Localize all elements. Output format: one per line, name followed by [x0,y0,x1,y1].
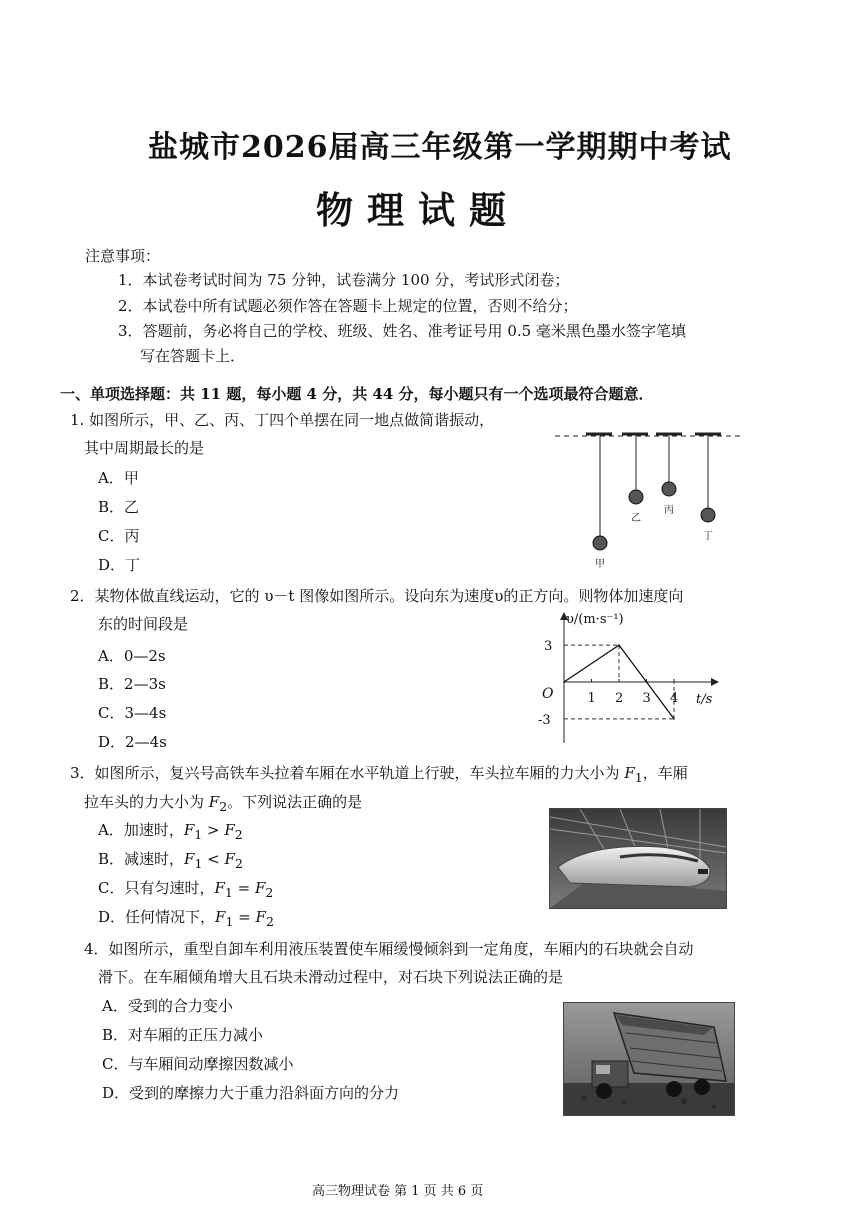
q1-option-b: B．乙 [98,498,140,516]
q4-option-a: A．受到的合力变小 [102,997,233,1015]
pendulum-label-yi: 乙 [631,513,641,524]
q3-option-b: B．减速时，$F_1 < F_2$ [98,850,243,871]
exam-title: 盐城市2026届高三年级第一学期期中考试 [148,130,732,165]
notice-item: 3．答题前，务必将自己的学校、班级、姓名、准考证号用 0.5 毫米黑色墨水签字笔填 [118,322,686,340]
y-axis-label: υ/(m·s⁻¹) [566,612,624,627]
q1-stem: 1. 如图所示，甲、乙、丙、丁四个单摆在同一地点做简谐振动， [70,411,495,429]
y-tick-label: -3 [538,712,551,728]
q4-stem-2: 滑下。在车厢倾角增大且石块未滑动过程中，对石块下列说法正确的是 [98,968,564,986]
q3-stem-2 [84,792,362,817]
q3-stem-text-2: ，车厢 [642,764,688,782]
vt-graph [530,605,755,755]
pendulum-label-jia: 甲 [595,559,605,570]
q1-option-c: C．丙 [98,527,140,545]
q3-stem [70,763,688,788]
q4-option-d: D．受到的摩擦力大于重力沿斜面方向的分力 [102,1084,400,1102]
q1-stem-2: 其中周期最长的是 [84,439,205,457]
dump-truck-photo [563,1002,735,1116]
vt-point [563,681,565,683]
q3-stem2-text: 拉车头的力大小为 [84,793,209,811]
pendulum-label-bing: 丙 [664,505,674,516]
q3-stem-text: 3．如图所示，复兴号高铁车头拉着车厢在水平轨道上行驶，车头拉车厢的力大小为 [70,764,625,782]
x-tick-label: 1 [587,691,596,706]
q3-option-a: A．加速时，$F_1 > F_2$ [98,821,243,842]
origin-label: O [542,686,554,702]
q2-option-c: C．3—4s [98,704,167,722]
x-axis-label: t/s [696,692,713,707]
pendulum-figure [550,425,750,575]
pendulum-bob-yi [629,490,643,504]
y-tick-label: 3 [544,639,553,655]
q2-stem-2: 东的时间段是 [98,615,189,633]
notice-item: 写在答题卡上． [140,347,246,365]
q3-f1: F [624,764,635,782]
q2-option-d: D．2—4s [98,733,167,751]
vt-point [646,681,648,683]
q3-f2: F [208,793,220,811]
train-photo [549,808,727,909]
x-tick-label: 3 [642,691,651,706]
q3-f1-sub: 1 [634,770,643,785]
section-heading: 一、单项选择题：共 11 题，每小题 4 分，共 44 分，每小题只有一个选项最符合题意． [60,385,654,403]
q2-option-b: B．2—3s [98,675,166,693]
pendulum-bob-bing [662,482,676,496]
q3-stem2-text-2: 。下列说法正确的是 [227,793,363,811]
q4-option-b: B．对车厢的正压力减小 [102,1026,264,1044]
q1-option-a: A．甲 [98,469,139,487]
q2-stem: 2．某物体做直线运动，它的 υ－t 图像如图所示。设向东为速度υ的正方向。则物体加速度向 [70,587,684,605]
notice-item: 2．本试卷中所有试题必须作答在答题卡上规定的位置，否则不给分； [118,297,578,315]
vt-point [673,718,675,720]
q3-f2-sub: 2 [219,799,228,814]
x-tick-label: 2 [615,691,624,706]
exam-subtitle: 物理试题 [316,188,520,232]
notice-item: 1．本试卷考试时间为 75 分钟，试卷满分 100 分，考试形式闭卷； [118,271,570,289]
pendulum-bob-jia [593,536,607,550]
page-footer: 高三物理试卷 第 1 页 共 6 页 [312,1184,484,1199]
q3-option-d: D．任何情况下，$F_1 = F_2$ [98,908,274,929]
pendulum-label-ding: 丁 [703,531,713,542]
q3-option-c: C．只有匀速时，$F_1 = F_2$ [98,879,274,900]
q1-option-d: D．丁 [98,556,141,574]
q4-stem: 4．如图所示，重型自卸车利用液压装置使车厢缓慢倾斜到一定角度，车厢内的石块就会自动 [84,940,694,958]
vt-point [618,644,620,646]
x-tick-label: 4 [670,691,679,706]
q2-option-a: A．0—2s [98,647,166,665]
pendulum-bob-ding [701,508,715,522]
q4-option-c: C．与车厢间动摩擦因数减小 [102,1055,294,1073]
notice-heading: 注意事项： [85,247,161,265]
